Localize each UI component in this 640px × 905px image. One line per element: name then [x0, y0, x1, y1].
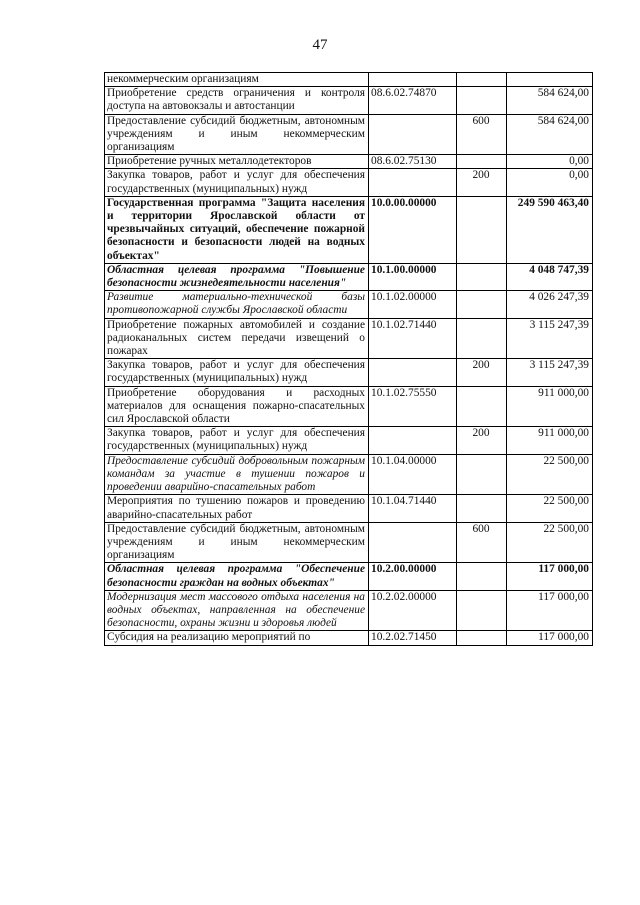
code-cell: 10.2.02.00000: [369, 590, 457, 631]
code-cell: 10.1.02.71440: [369, 318, 457, 359]
name-cell: Модернизация мест массового отдыха населения на водных объектах, направленная на обеспечение безопасности, охраны жизни и здоровья людей: [105, 590, 369, 631]
amount-cell: 4 026 247,39: [507, 291, 593, 318]
amount-cell: 584 624,00: [507, 87, 593, 114]
table-row: [105, 359, 593, 386]
expense-type-cell: 200: [457, 169, 507, 196]
code-cell: 10.0.00.00000: [369, 196, 457, 263]
name-cell: Развитие материально-технической базы противопожарной службы Ярославской области: [105, 291, 369, 318]
amount-cell: 3 115 247,39: [507, 318, 593, 359]
name-cell: Предоставление субсидий добровольным пожарным командам за участие в тушении пожаров и проведении аварийно-спасательных работ: [105, 454, 369, 495]
table-row: [105, 87, 593, 114]
amount-cell: 22 500,00: [507, 495, 593, 522]
amount-cell: 0,00: [507, 169, 593, 196]
name-cell: Областная целевая программа "Повышение безопасности жизнедеятельности населения": [105, 263, 369, 290]
expense-type-cell: [457, 318, 507, 359]
table-row: [105, 590, 593, 631]
expense-type-cell: [457, 454, 507, 495]
table-row: [105, 522, 593, 563]
amount-cell: 3 115 247,39: [507, 359, 593, 386]
expense-type-cell: [457, 196, 507, 263]
table-row: [105, 114, 593, 155]
name-cell: Предоставление субсидий бюджетным, автономным учреждениям и иным некоммерческим организациям: [105, 522, 369, 563]
table-row: [105, 563, 593, 590]
amount-cell: 22 500,00: [507, 454, 593, 495]
expense-type-cell: 200: [457, 359, 507, 386]
amount-cell: 117 000,00: [507, 563, 593, 590]
table-row: [105, 169, 593, 196]
code-cell: 08.6.02.75130: [369, 155, 457, 169]
expense-type-cell: [457, 386, 507, 427]
expense-type-cell: [457, 590, 507, 631]
table-row: [105, 386, 593, 427]
budget-table-body: [105, 73, 593, 646]
code-cell: 10.2.00.00000: [369, 563, 457, 590]
code-cell: [369, 359, 457, 386]
name-cell: Приобретение ручных металлодетекторов: [105, 155, 369, 169]
expense-type-cell: [457, 563, 507, 590]
amount-cell: 22 500,00: [507, 522, 593, 563]
name-cell: Государственная программа "Защита населения и территории Ярославской области от чрезвычайных ситуаций, обеспечение пожарной безопасности и безопасности людей на водных объектах": [105, 196, 369, 263]
amount-cell: 249 590 463,40: [507, 196, 593, 263]
code-cell: 10.1.04.00000: [369, 454, 457, 495]
code-cell: [369, 169, 457, 196]
table-row: [105, 631, 593, 645]
name-cell: Субсидия на реализацию мероприятий по: [105, 631, 369, 645]
name-cell: Приобретение оборудования и расходных материалов для оснащения пожарно-спасательных сил Ярославской области: [105, 386, 369, 427]
amount-cell: 117 000,00: [507, 590, 593, 631]
table-row: [105, 495, 593, 522]
expense-type-cell: 600: [457, 114, 507, 155]
expense-type-cell: [457, 263, 507, 290]
budget-table: [104, 72, 593, 646]
table-row: [105, 155, 593, 169]
amount-cell: 4 048 747,39: [507, 263, 593, 290]
code-cell: [369, 427, 457, 454]
amount-cell: 911 000,00: [507, 427, 593, 454]
expense-type-cell: 200: [457, 427, 507, 454]
name-cell: Предоставление субсидий бюджетным, автономным учреждениям и иным некоммерческим организациям: [105, 114, 369, 155]
code-cell: [369, 114, 457, 155]
expense-type-cell: [457, 631, 507, 645]
table-row: [105, 427, 593, 454]
code-cell: 10.1.04.71440: [369, 495, 457, 522]
table-row: [105, 263, 593, 290]
code-cell: 10.1.00.00000: [369, 263, 457, 290]
table-row: [105, 454, 593, 495]
amount-cell: [507, 73, 593, 87]
code-cell: [369, 73, 457, 87]
expense-type-cell: [457, 87, 507, 114]
code-cell: 10.2.02.71450: [369, 631, 457, 645]
name-cell: Приобретение средств ограничения и контроля доступа на автовокзалы и автостанции: [105, 87, 369, 114]
code-cell: [369, 522, 457, 563]
expense-type-cell: [457, 495, 507, 522]
table-row: [105, 318, 593, 359]
code-cell: 10.1.02.00000: [369, 291, 457, 318]
name-cell: Областная целевая программа "Обеспечение безопасности граждан на водных объектах": [105, 563, 369, 590]
table-row: [105, 291, 593, 318]
name-cell: Приобретение пожарных автомобилей и создание радиоканальных систем передачи извещений о пожарах: [105, 318, 369, 359]
name-cell: Мероприятия по тушению пожаров и проведению аварийно-спасательных работ: [105, 495, 369, 522]
amount-cell: 117 000,00: [507, 631, 593, 645]
code-cell: 08.6.02.74870: [369, 87, 457, 114]
name-cell: Закупка товаров, работ и услуг для обеспечения государственных (муниципальных) нужд: [105, 169, 369, 196]
name-cell: Закупка товаров, работ и услуг для обеспечения государственных (муниципальных) нужд: [105, 359, 369, 386]
expense-type-cell: [457, 155, 507, 169]
table-row: [105, 73, 593, 87]
page-number: 47: [312, 37, 328, 53]
expense-type-cell: 600: [457, 522, 507, 563]
table-row: [105, 196, 593, 263]
amount-cell: 911 000,00: [507, 386, 593, 427]
amount-cell: 0,00: [507, 155, 593, 169]
name-cell: некоммерческим организациям: [105, 73, 369, 87]
expense-type-cell: [457, 73, 507, 87]
expense-type-cell: [457, 291, 507, 318]
code-cell: 10.1.02.75550: [369, 386, 457, 427]
name-cell: Закупка товаров, работ и услуг для обеспечения государственных (муниципальных) нужд: [105, 427, 369, 454]
amount-cell: 584 624,00: [507, 114, 593, 155]
